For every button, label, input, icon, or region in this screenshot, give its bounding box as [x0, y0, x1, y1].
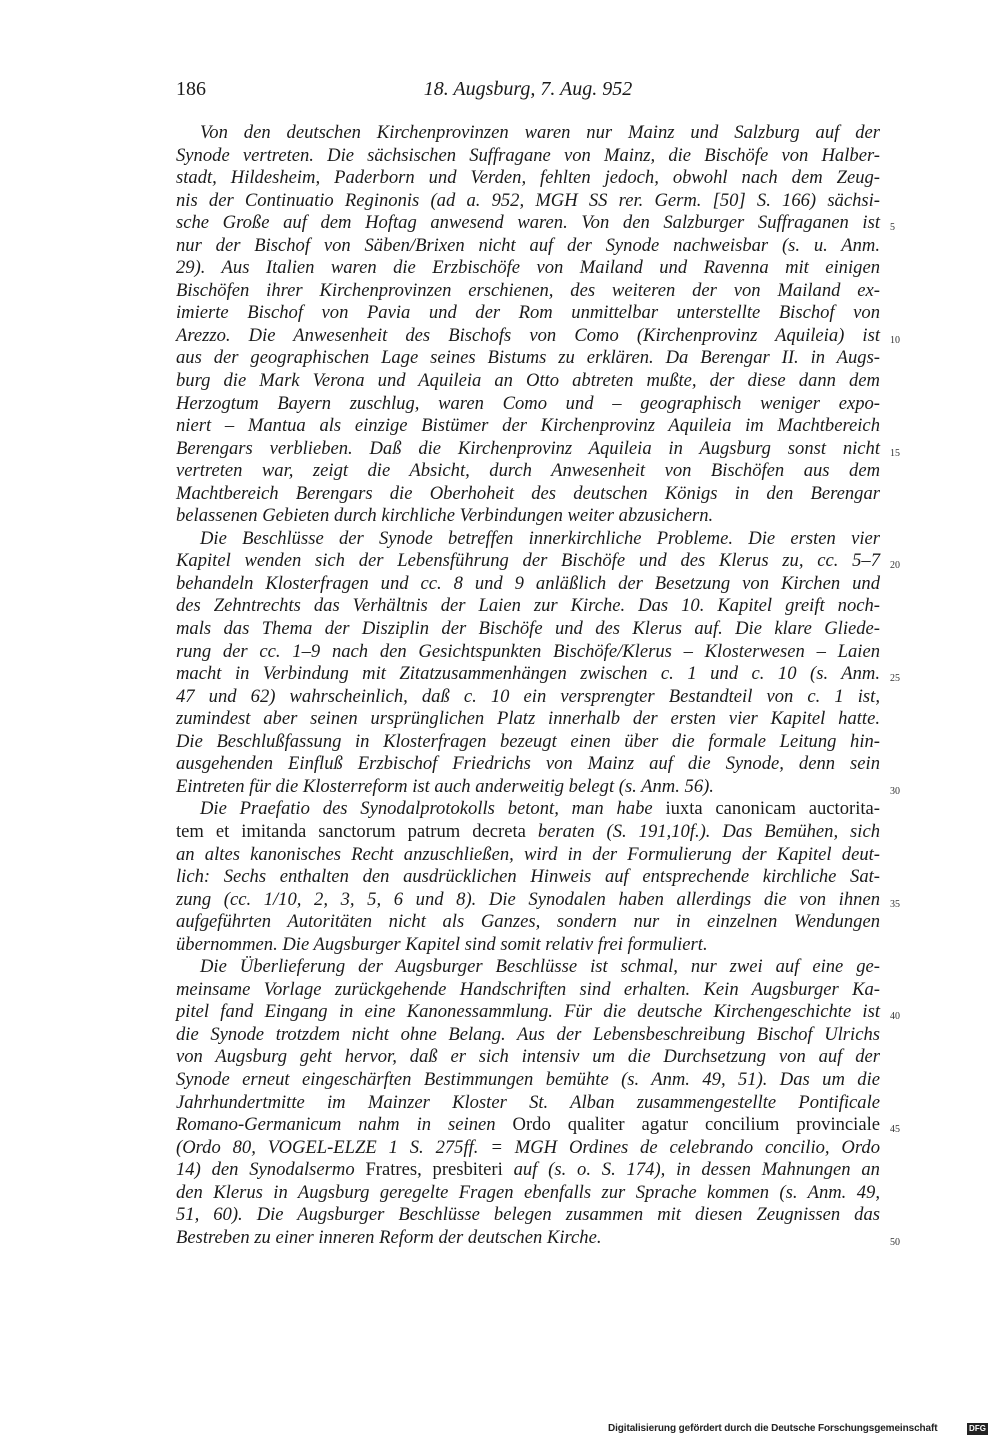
text-line: Die Beschlußfassung in Klosterfragen bezeugt einen über die formale Leitung hin- [176, 730, 880, 752]
page-header [176, 78, 880, 106]
text-line: 47 und 62) wahrscheinlich, daß c. 10 ein versprengter Bestandteil von c. 1 ist, [176, 685, 880, 707]
page-number: 186 [176, 78, 206, 100]
text-line: Jahrhundertmitte im Mainzer Kloster St. Alban zusammengestellte Pontificale [176, 1091, 880, 1113]
text-line: Bestreben zu einer inneren Reform der deutschen Kirche. 50 [176, 1227, 880, 1250]
text-line: vertreten war, zeigt die Absicht, durch Anwesenheit von Bischöfen aus dem [176, 460, 880, 482]
text-line: rung der cc. 1–9 nach den Gesichtspunkten Bischöfe/Klerus – Klosterwesen – Laien [176, 640, 880, 662]
line-number: 25 [890, 673, 900, 685]
line-number: 5 [890, 222, 895, 234]
line-number: 35 [890, 898, 900, 910]
running-title: 18. Augsburg, 7. Aug. 952 [423, 78, 633, 100]
text-line: Die Überlieferung der Augsburger Beschlüsse ist schmal, nur zwei auf eine ge- [200, 956, 880, 978]
text-line: übernommen. Die Augsburger Kapitel sind somit relativ frei formuliert. [176, 933, 708, 955]
text-line: aufgeführten Autoritäten nicht als Ganzes, sondern nur in einzelnen Wendungen [176, 911, 880, 933]
text-line: Eintreten für die Klosterreform ist auch anderweitig belegt (s. Anm. 56). 30 [176, 776, 880, 799]
text-line: niert – Mantua als einzige Bistümer der Kirchenprovinz Aquileia im Machtbereich [176, 415, 880, 437]
line-number: 50 [890, 1236, 900, 1248]
text-line: den Klerus in Augsburg geregelte Fragen ebenfalls zur Sprache kommen (s. Anm. 49, [176, 1181, 880, 1203]
text-line: nis der Continuatio Reginonis (ad a. 952, MGH SS rer. Germ. [50] S. 166) sächsi- [176, 189, 880, 211]
text-line: Romano-Germanicum nahm in seinen Ordo qualiter agatur concilium provinciale 45 [176, 1114, 880, 1137]
text-line: (Ordo 80, VOGEL-ELZE 1 S. 275ff. = MGH Ordines de celebrando concilio, Ordo [176, 1136, 880, 1158]
dfg-logo: DFG [967, 1423, 988, 1435]
text-line: Bischöfen ihrer Kirchenprovinzen erschienen, des weiteren der von Mailand ex- [176, 279, 880, 301]
text-line: zumindest aber seinen ursprünglichen Platz innerhalb der ersten vier Kapitel hatte. [176, 708, 880, 730]
text-line: Berengars verblieben. Daß die Kirchenprovinz Aquileia in Augsburg sonst nicht 15 [176, 438, 880, 461]
text-line: burg die Mark Verona und Aquileia an Otto abtreten mußte, der diese dann dem [176, 370, 880, 392]
text-line: Arezzo. Die Anwesenheit des Bischofs von Como (Kirchenprovinz Aquileia) ist 10 [176, 325, 880, 348]
text-line: ausgehenden Einfluß Erzbischof Friedrichs von Mainz auf die Synode, denn sein [176, 753, 880, 775]
text-line: Kapitel wenden sich der Lebensführung der Bischöfe und des Klerus zu, cc. 5–7 20 [176, 550, 880, 573]
text-line: pitel fand Eingang in eine Kanonessammlung. Für die deutsche Kirchengeschichte ist 40 [176, 1001, 880, 1024]
line-number: 20 [890, 560, 900, 572]
text-line: lich: Sechs enthalten den ausdrücklichen Hinweis auf entsprechende kirchliche Sat- [176, 866, 880, 888]
text-line: 51, 60). Die Augsburger Beschlüsse belegen zusammen mit diesen Zeugnissen das [176, 1204, 880, 1226]
text-line: Synode vertreten. Die sächsischen Suffragane von Mainz, die Bischöfe von Halber- [176, 144, 880, 166]
text-line: Die Praefatio des Synodalprotokolls betont, man habe iuxta canonicam auctorita- [200, 798, 880, 820]
text-line: aus der geographischen Lage seines Bistums zu erklären. Da Berengar II. in Augs- [176, 347, 880, 369]
text-line: von Augsburg geht hervor, daß er sich intensiv um die Durchsetzung von auf der [176, 1046, 880, 1068]
text-line: stadt, Hildesheim, Paderborn und Verden, fehlten jedoch, obwohl nach dem Zeug- [176, 167, 880, 189]
text-line: belassenen Gebieten durch kirchliche Verbindungen weiter abzusichern. [176, 505, 714, 527]
text-line: die Synode trotzdem nicht ohne Belang. Aus der Lebensbeschreibung Bischof Ulrichs [176, 1023, 880, 1045]
line-number: 30 [890, 785, 900, 797]
line-number: 15 [890, 447, 900, 459]
text-line: des Zehntrechts das Verhältnis der Laien zur Kirche. Das 10. Kapitel greift noch- [176, 595, 880, 617]
text-line: Die Beschlüsse der Synode betreffen innerkirchliche Probleme. Die ersten vier [200, 527, 880, 549]
text-line: 14) den Synodalsermo Fratres, presbiteri auf (s. o. S. 174), in dessen Mahnungen an [176, 1159, 880, 1181]
text-line: behandeln Klosterfragen und cc. 8 und 9 anläßlich der Besetzung von Kirchen und [176, 572, 880, 594]
text-line: Synode erneut eingeschärften Bestimmungen bemühte (s. Anm. 49, 51). Das um die [176, 1068, 880, 1090]
text-line: Machtbereich Berengars die Oberhoheit des deutschen Königs in den Berengar [176, 482, 880, 504]
body-text [176, 122, 900, 1249]
text-line: imierte Bischof von Pavia und der Rom unmittelbar unterstellte Bischof von [176, 302, 880, 324]
text-line: zung (cc. 1/10, 2, 3, 5, 6 und 8). Die Synodalen haben allerdings die von ihnen 35 [176, 889, 880, 912]
text-line: sche Große auf dem Hoftag anwesend waren. Von den Salzburger Suffraganen ist 5 [176, 212, 880, 235]
text-line: nur der Bischof von Säben/Brixen nicht auf der Synode nachweisbar (s. u. Anm. [176, 234, 880, 256]
text-line: Herzogtum Bayern zuschlug, waren Como und – geographisch weniger expo- [176, 392, 880, 414]
line-number: 45 [890, 1124, 900, 1136]
text-line: mals das Thema der Disziplin der Bischöfe und des Klerus auf. Die klare Gliede- [176, 618, 880, 640]
line-number: 40 [890, 1011, 900, 1023]
line-number: 10 [890, 334, 900, 346]
text-line: tem et imitanda sanctorum patrum decreta beraten (S. 191,10f.). Das Bemühen, sich [176, 820, 881, 842]
text-line: meinsame Vorlage zurückgehende Handschriften sind erhalten. Kein Augsburger Ka- [176, 978, 880, 1000]
text-line: 29). Aus Italien waren die Erzbischöfe von Mailand und Ravenna mit einigen [176, 257, 880, 279]
text-line: macht in Verbindung mit Zitatzusammenhängen zwischen c. 1 und c. 10 (s. Anm. 25 [176, 663, 880, 686]
text-line: an altes kanonisches Recht anzuschließen, wird in der Formulierung der Kapitel deut- [176, 843, 880, 865]
footer-credit: Digitalisierung gefördert durch die Deutsche Forschungsgemeinschaft [608, 1423, 938, 1434]
text-line: Von den deutschen Kirchenprovinzen waren nur Mainz und Salzburg auf der [200, 122, 880, 143]
